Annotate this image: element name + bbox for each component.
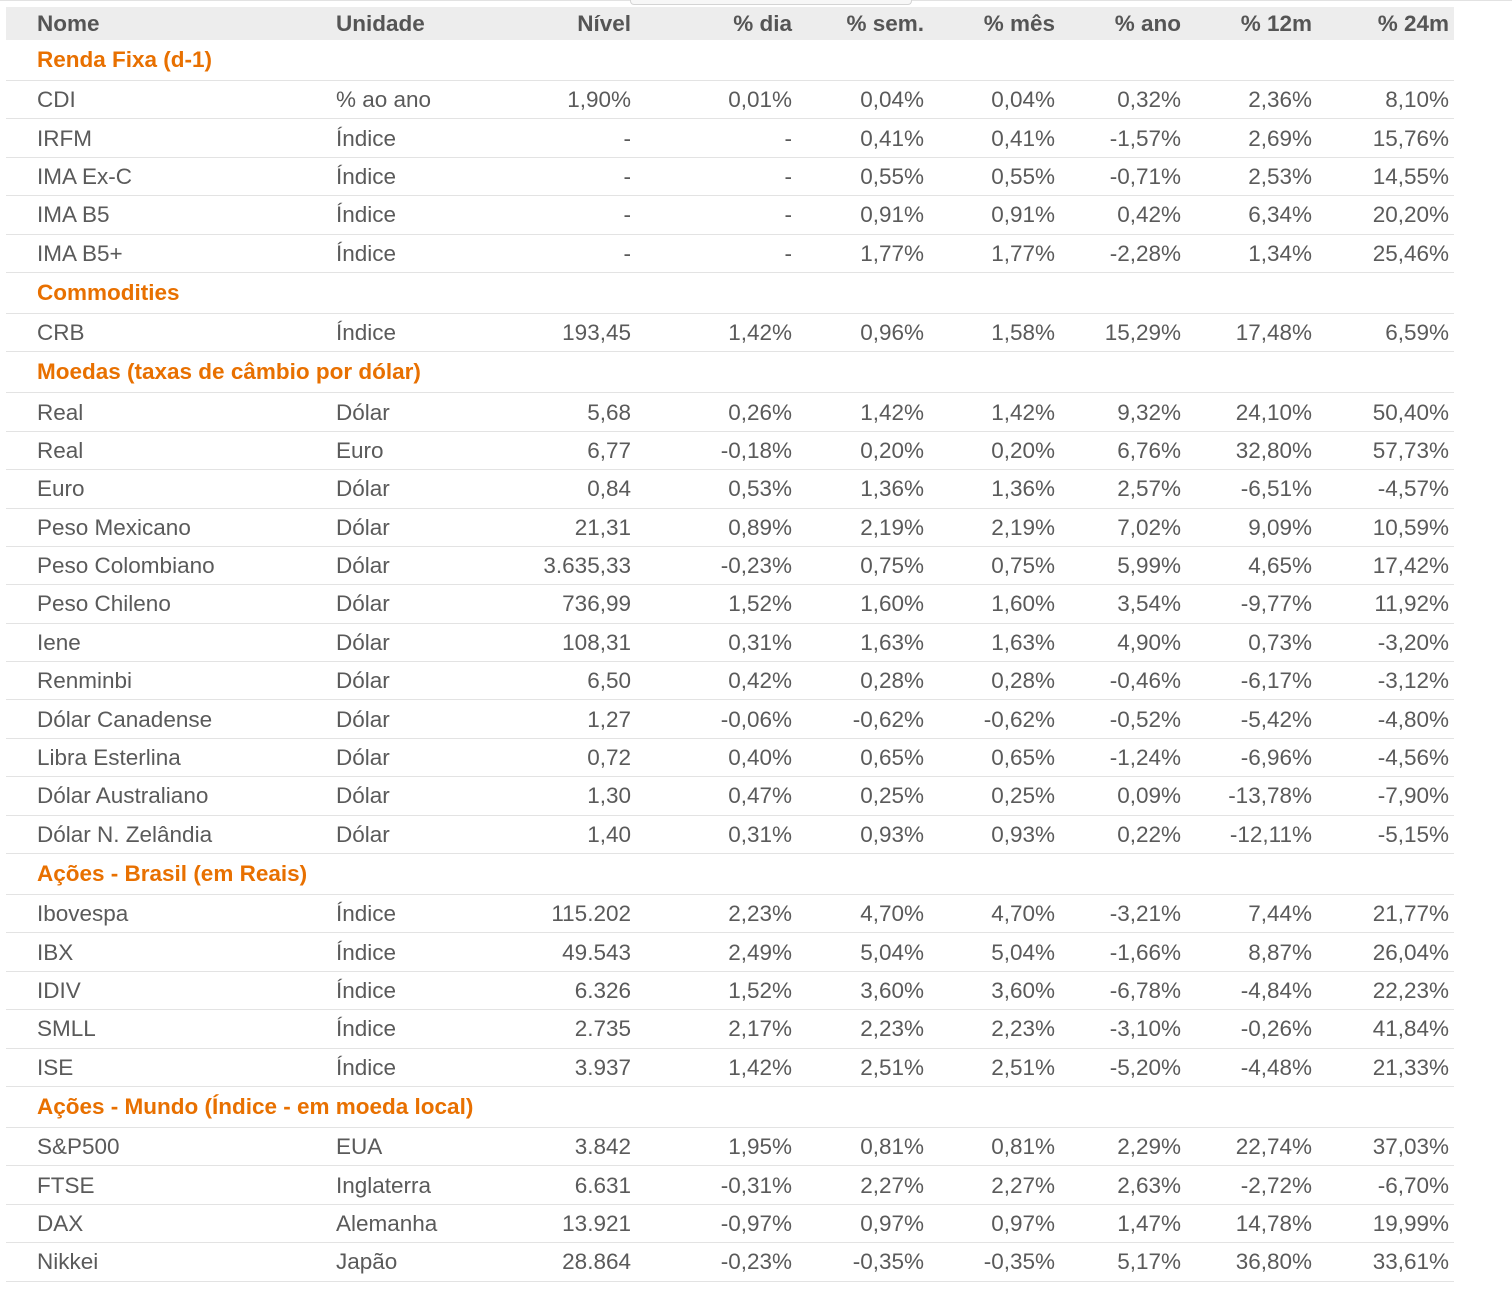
row-pct-24m: 21,33% <box>1319 1048 1454 1086</box>
row-pct-semana: 2,23% <box>799 1010 931 1048</box>
row-nivel: 6.631 <box>496 1166 639 1204</box>
row-pct-24m: 22,23% <box>1319 971 1454 1009</box>
table-row <box>6 546 1454 584</box>
row-unidade: Japão <box>306 1243 496 1281</box>
column-header-nome[interactable]: Nome <box>6 7 306 40</box>
row-nome: Nikkei <box>6 1243 306 1281</box>
row-pct-mes: 1,60% <box>931 585 1062 623</box>
row-pct-12m: 2,53% <box>1188 157 1319 195</box>
row-pct-ano: 1,47% <box>1062 1204 1188 1242</box>
row-pct-dia: 0,01% <box>639 81 799 119</box>
column-header-24m[interactable]: % 24m <box>1319 7 1454 40</box>
row-pct-24m: -4,56% <box>1319 738 1454 776</box>
row-nome: CRB <box>6 313 306 351</box>
row-unidade: Dólar <box>306 508 496 546</box>
row-pct-mes: 0,65% <box>931 738 1062 776</box>
row-pct-semana: 0,65% <box>799 738 931 776</box>
row-nivel: 13.921 <box>496 1204 639 1242</box>
table-row <box>6 431 1454 469</box>
row-unidade: Índice <box>306 234 496 272</box>
row-pct-dia: -0,31% <box>639 1166 799 1204</box>
row-pct-mes: 0,04% <box>931 81 1062 119</box>
column-header-dia[interactable]: % dia <box>639 7 799 40</box>
row-pct-semana: 1,77% <box>799 234 931 272</box>
row-pct-ano: 0,42% <box>1062 196 1188 234</box>
section-title: Renda Fixa (d-1) <box>6 40 1454 81</box>
row-pct-mes: -0,62% <box>931 700 1062 738</box>
column-header-ano[interactable]: % ano <box>1062 7 1188 40</box>
row-pct-ano: -3,21% <box>1062 895 1188 933</box>
row-pct-ano: -0,52% <box>1062 700 1188 738</box>
table-body <box>6 40 1454 1281</box>
row-nome: Real <box>6 431 306 469</box>
row-nome: S&P500 <box>6 1127 306 1165</box>
row-pct-ano: 4,90% <box>1062 623 1188 661</box>
row-unidade: Dólar <box>306 393 496 431</box>
row-pct-semana: 1,36% <box>799 470 931 508</box>
row-pct-ano: -0,46% <box>1062 662 1188 700</box>
tab-handle <box>630 0 912 5</box>
row-unidade: Dólar <box>306 700 496 738</box>
row-unidade: Índice <box>306 1010 496 1048</box>
row-pct-ano: -0,71% <box>1062 157 1188 195</box>
row-nivel: 28.864 <box>496 1243 639 1281</box>
row-nome: Dólar N. Zelândia <box>6 815 306 853</box>
row-pct-24m: 11,92% <box>1319 585 1454 623</box>
column-header-semana[interactable]: % sem. <box>799 7 931 40</box>
row-pct-dia: 0,26% <box>639 393 799 431</box>
row-pct-ano: 9,32% <box>1062 393 1188 431</box>
row-unidade: Índice <box>306 196 496 234</box>
row-pct-mes: 1,42% <box>931 393 1062 431</box>
row-unidade: Índice <box>306 971 496 1009</box>
table-row <box>6 623 1454 661</box>
row-pct-12m: -5,42% <box>1188 700 1319 738</box>
row-pct-dia: 0,42% <box>639 662 799 700</box>
row-pct-semana: 1,63% <box>799 623 931 661</box>
row-pct-dia: 2,49% <box>639 933 799 971</box>
row-pct-24m: 19,99% <box>1319 1204 1454 1242</box>
row-nivel: 1,27 <box>496 700 639 738</box>
row-pct-12m: -6,17% <box>1188 662 1319 700</box>
table-row <box>6 895 1454 933</box>
row-pct-semana: 0,28% <box>799 662 931 700</box>
row-pct-semana: 0,25% <box>799 777 931 815</box>
row-nivel: 3.842 <box>496 1127 639 1165</box>
row-pct-mes: 0,41% <box>931 119 1062 157</box>
row-nome: Peso Mexicano <box>6 508 306 546</box>
row-pct-dia: - <box>639 119 799 157</box>
row-pct-12m: -9,77% <box>1188 585 1319 623</box>
row-nome: Dólar Canadense <box>6 700 306 738</box>
row-pct-ano: 0,32% <box>1062 81 1188 119</box>
row-unidade: Euro <box>306 431 496 469</box>
row-nivel: 49.543 <box>496 933 639 971</box>
row-pct-24m: -6,70% <box>1319 1166 1454 1204</box>
row-nome: Dólar Australiano <box>6 777 306 815</box>
table-row <box>6 585 1454 623</box>
row-pct-ano: 0,22% <box>1062 815 1188 853</box>
row-unidade: Dólar <box>306 470 496 508</box>
row-pct-semana: 0,75% <box>799 546 931 584</box>
table-row <box>6 234 1454 272</box>
section-title: Moedas (taxas de câmbio por dólar) <box>6 352 1454 393</box>
row-pct-12m: 8,87% <box>1188 933 1319 971</box>
row-pct-24m: -3,20% <box>1319 623 1454 661</box>
table-row <box>6 81 1454 119</box>
row-pct-24m: 6,59% <box>1319 313 1454 351</box>
row-unidade: Índice <box>306 157 496 195</box>
row-unidade: Dólar <box>306 815 496 853</box>
row-nivel: 6.326 <box>496 971 639 1009</box>
row-pct-mes: 1,63% <box>931 623 1062 661</box>
row-unidade: EUA <box>306 1127 496 1165</box>
row-pct-24m: 20,20% <box>1319 196 1454 234</box>
row-pct-dia: 0,31% <box>639 815 799 853</box>
row-pct-semana: 0,04% <box>799 81 931 119</box>
row-nome: IRFM <box>6 119 306 157</box>
row-pct-24m: 25,46% <box>1319 234 1454 272</box>
row-pct-12m: 32,80% <box>1188 431 1319 469</box>
table-row <box>6 313 1454 351</box>
section-header-row <box>6 854 1454 895</box>
row-unidade: Índice <box>306 1048 496 1086</box>
row-nivel: 1,30 <box>496 777 639 815</box>
row-pct-ano: 15,29% <box>1062 313 1188 351</box>
table-row <box>6 700 1454 738</box>
row-pct-dia: 0,53% <box>639 470 799 508</box>
row-pct-semana: 0,91% <box>799 196 931 234</box>
row-pct-ano: 2,57% <box>1062 470 1188 508</box>
row-pct-ano: 3,54% <box>1062 585 1188 623</box>
row-nome: CDI <box>6 81 306 119</box>
row-pct-12m: 6,34% <box>1188 196 1319 234</box>
row-unidade: Dólar <box>306 662 496 700</box>
table-row <box>6 508 1454 546</box>
row-pct-ano: -3,10% <box>1062 1010 1188 1048</box>
row-pct-dia: -0,23% <box>639 1243 799 1281</box>
row-pct-12m: 2,69% <box>1188 119 1319 157</box>
table-row <box>6 393 1454 431</box>
row-nivel: - <box>496 157 639 195</box>
row-pct-24m: 14,55% <box>1319 157 1454 195</box>
row-pct-mes: 0,28% <box>931 662 1062 700</box>
row-nome: IDIV <box>6 971 306 1009</box>
row-pct-ano: 5,17% <box>1062 1243 1188 1281</box>
header-row <box>6 7 1454 40</box>
row-pct-semana: 2,19% <box>799 508 931 546</box>
row-pct-mes: 2,51% <box>931 1048 1062 1086</box>
row-pct-12m: -13,78% <box>1188 777 1319 815</box>
row-pct-dia: 0,47% <box>639 777 799 815</box>
row-pct-12m: -6,96% <box>1188 738 1319 776</box>
row-pct-dia: 1,95% <box>639 1127 799 1165</box>
row-nivel: 5,68 <box>496 393 639 431</box>
row-nome: IMA Ex-C <box>6 157 306 195</box>
row-nivel: 193,45 <box>496 313 639 351</box>
row-nome: Peso Chileno <box>6 585 306 623</box>
row-pct-ano: -1,24% <box>1062 738 1188 776</box>
row-nivel: 0,72 <box>496 738 639 776</box>
table-row <box>6 933 1454 971</box>
row-nome: IBX <box>6 933 306 971</box>
row-unidade: Dólar <box>306 738 496 776</box>
table-row <box>6 1166 1454 1204</box>
section-header-row <box>6 352 1454 393</box>
row-pct-mes: 0,97% <box>931 1204 1062 1242</box>
row-nivel: 115.202 <box>496 895 639 933</box>
row-nivel: 0,84 <box>496 470 639 508</box>
row-pct-12m: 9,09% <box>1188 508 1319 546</box>
row-pct-mes: -0,35% <box>931 1243 1062 1281</box>
row-nivel: 2.735 <box>496 1010 639 1048</box>
row-pct-ano: 5,99% <box>1062 546 1188 584</box>
row-pct-semana: 0,41% <box>799 119 931 157</box>
row-pct-ano: 7,02% <box>1062 508 1188 546</box>
row-nivel: 1,40 <box>496 815 639 853</box>
row-pct-24m: 17,42% <box>1319 546 1454 584</box>
table-row <box>6 157 1454 195</box>
row-pct-ano: -6,78% <box>1062 971 1188 1009</box>
row-unidade: Índice <box>306 933 496 971</box>
table-row <box>6 815 1454 853</box>
row-pct-ano: -2,28% <box>1062 234 1188 272</box>
row-unidade: Inglaterra <box>306 1166 496 1204</box>
row-pct-mes: 4,70% <box>931 895 1062 933</box>
row-pct-dia: - <box>639 196 799 234</box>
row-pct-12m: -4,48% <box>1188 1048 1319 1086</box>
table-row <box>6 777 1454 815</box>
row-pct-24m: 15,76% <box>1319 119 1454 157</box>
table-header <box>6 7 1454 40</box>
row-pct-24m: 10,59% <box>1319 508 1454 546</box>
row-unidade: Dólar <box>306 623 496 661</box>
row-pct-semana: 1,60% <box>799 585 931 623</box>
table-row <box>6 119 1454 157</box>
row-pct-24m: 41,84% <box>1319 1010 1454 1048</box>
row-pct-12m: 1,34% <box>1188 234 1319 272</box>
row-nome: SMLL <box>6 1010 306 1048</box>
row-unidade: Alemanha <box>306 1204 496 1242</box>
row-pct-24m: 57,73% <box>1319 431 1454 469</box>
row-pct-12m: 36,80% <box>1188 1243 1319 1281</box>
row-pct-mes: 2,19% <box>931 508 1062 546</box>
row-pct-12m: 4,65% <box>1188 546 1319 584</box>
table-row <box>6 1010 1454 1048</box>
row-nivel: 3.937 <box>496 1048 639 1086</box>
row-unidade: Dólar <box>306 546 496 584</box>
row-pct-24m: 33,61% <box>1319 1243 1454 1281</box>
row-nivel: - <box>496 196 639 234</box>
row-nome: IMA B5 <box>6 196 306 234</box>
row-pct-12m: 22,74% <box>1188 1127 1319 1165</box>
table-row <box>6 1204 1454 1242</box>
table-row <box>6 196 1454 234</box>
row-pct-dia: -0,18% <box>639 431 799 469</box>
section-title: Ações - Mundo (Índice - em moeda local) <box>6 1086 1454 1127</box>
row-nome: Peso Colombiano <box>6 546 306 584</box>
row-pct-semana: 2,51% <box>799 1048 931 1086</box>
row-pct-24m: -5,15% <box>1319 815 1454 853</box>
row-pct-dia: - <box>639 234 799 272</box>
row-nome: Iene <box>6 623 306 661</box>
row-pct-dia: -0,06% <box>639 700 799 738</box>
row-pct-semana: 5,04% <box>799 933 931 971</box>
row-pct-mes: 1,58% <box>931 313 1062 351</box>
row-nivel: 21,31 <box>496 508 639 546</box>
row-nivel: 1,90% <box>496 81 639 119</box>
row-pct-semana: 2,27% <box>799 1166 931 1204</box>
column-header-mes[interactable]: % mês <box>931 7 1062 40</box>
row-pct-dia: -0,23% <box>639 546 799 584</box>
table-row <box>6 662 1454 700</box>
row-pct-dia: - <box>639 157 799 195</box>
row-nome: DAX <box>6 1204 306 1242</box>
row-pct-24m: 8,10% <box>1319 81 1454 119</box>
row-pct-mes: 0,55% <box>931 157 1062 195</box>
row-pct-12m: 14,78% <box>1188 1204 1319 1242</box>
table-row <box>6 738 1454 776</box>
row-pct-12m: 24,10% <box>1188 393 1319 431</box>
row-pct-24m: -7,90% <box>1319 777 1454 815</box>
row-pct-12m: -2,72% <box>1188 1166 1319 1204</box>
row-pct-dia: 0,89% <box>639 508 799 546</box>
row-pct-12m: -4,84% <box>1188 971 1319 1009</box>
row-nome: IMA B5+ <box>6 234 306 272</box>
row-nivel: - <box>496 234 639 272</box>
row-pct-semana: 0,81% <box>799 1127 931 1165</box>
table-row <box>6 1243 1454 1281</box>
row-pct-dia: 1,52% <box>639 971 799 1009</box>
row-pct-12m: 2,36% <box>1188 81 1319 119</box>
column-header-12m[interactable]: % 12m <box>1188 7 1319 40</box>
row-pct-dia: 0,31% <box>639 623 799 661</box>
row-pct-24m: 26,04% <box>1319 933 1454 971</box>
row-pct-24m: -4,80% <box>1319 700 1454 738</box>
row-pct-24m: 50,40% <box>1319 393 1454 431</box>
row-nivel: 6,50 <box>496 662 639 700</box>
row-pct-12m: -12,11% <box>1188 815 1319 853</box>
row-pct-ano: 2,63% <box>1062 1166 1188 1204</box>
row-pct-semana: 0,96% <box>799 313 931 351</box>
row-pct-dia: 2,23% <box>639 895 799 933</box>
row-pct-12m: 7,44% <box>1188 895 1319 933</box>
row-pct-dia: 1,52% <box>639 585 799 623</box>
row-nivel: 3.635,33 <box>496 546 639 584</box>
row-pct-ano: 6,76% <box>1062 431 1188 469</box>
row-pct-dia: 1,42% <box>639 1048 799 1086</box>
row-nome: ISE <box>6 1048 306 1086</box>
row-pct-dia: 2,17% <box>639 1010 799 1048</box>
column-header-nivel[interactable]: Nível <box>496 7 639 40</box>
row-pct-24m: -3,12% <box>1319 662 1454 700</box>
row-pct-dia: 1,42% <box>639 313 799 351</box>
row-pct-semana: 0,55% <box>799 157 931 195</box>
row-pct-semana: 4,70% <box>799 895 931 933</box>
row-pct-mes: 1,36% <box>931 470 1062 508</box>
row-pct-semana: -0,35% <box>799 1243 931 1281</box>
row-nivel: 736,99 <box>496 585 639 623</box>
row-nome: Euro <box>6 470 306 508</box>
section-title: Ações - Brasil (em Reais) <box>6 854 1454 895</box>
row-unidade: % ao ano <box>306 81 496 119</box>
row-pct-semana: 0,97% <box>799 1204 931 1242</box>
row-pct-semana: 0,93% <box>799 815 931 853</box>
row-nivel: - <box>496 119 639 157</box>
row-pct-ano: 0,09% <box>1062 777 1188 815</box>
row-pct-12m: 17,48% <box>1188 313 1319 351</box>
row-nome: Real <box>6 393 306 431</box>
row-pct-ano: 2,29% <box>1062 1127 1188 1165</box>
row-nome: FTSE <box>6 1166 306 1204</box>
row-nivel: 6,77 <box>496 431 639 469</box>
section-title: Commodities <box>6 272 1454 313</box>
row-pct-mes: 0,93% <box>931 815 1062 853</box>
column-header-unidade[interactable]: Unidade <box>306 7 496 40</box>
row-pct-mes: 0,91% <box>931 196 1062 234</box>
row-pct-semana: 1,42% <box>799 393 931 431</box>
row-pct-12m: -0,26% <box>1188 1010 1319 1048</box>
row-unidade: Dólar <box>306 777 496 815</box>
row-nome: Ibovespa <box>6 895 306 933</box>
row-pct-dia: 0,40% <box>639 738 799 776</box>
section-header-row <box>6 40 1454 81</box>
row-pct-mes: 1,77% <box>931 234 1062 272</box>
row-pct-ano: -1,57% <box>1062 119 1188 157</box>
section-header-row <box>6 1086 1454 1127</box>
table-row <box>6 1127 1454 1165</box>
row-pct-dia: -0,97% <box>639 1204 799 1242</box>
row-unidade: Índice <box>306 895 496 933</box>
row-pct-mes: 3,60% <box>931 971 1062 1009</box>
row-pct-mes: 5,04% <box>931 933 1062 971</box>
row-unidade: Índice <box>306 313 496 351</box>
row-unidade: Índice <box>306 119 496 157</box>
table-row <box>6 1048 1454 1086</box>
row-unidade: Dólar <box>306 585 496 623</box>
row-pct-mes: 2,27% <box>931 1166 1062 1204</box>
market-indicators-table <box>6 7 1454 1282</box>
row-pct-24m: 21,77% <box>1319 895 1454 933</box>
row-pct-mes: 0,81% <box>931 1127 1062 1165</box>
row-pct-mes: 0,20% <box>931 431 1062 469</box>
row-nivel: 108,31 <box>496 623 639 661</box>
row-pct-ano: -5,20% <box>1062 1048 1188 1086</box>
row-pct-24m: -4,57% <box>1319 470 1454 508</box>
row-pct-ano: -1,66% <box>1062 933 1188 971</box>
row-pct-24m: 37,03% <box>1319 1127 1454 1165</box>
table-row <box>6 971 1454 1009</box>
row-nome: Libra Esterlina <box>6 738 306 776</box>
row-pct-mes: 0,25% <box>931 777 1062 815</box>
row-pct-semana: 0,20% <box>799 431 931 469</box>
row-pct-12m: -6,51% <box>1188 470 1319 508</box>
table-row <box>6 470 1454 508</box>
row-pct-mes: 2,23% <box>931 1010 1062 1048</box>
row-pct-mes: 0,75% <box>931 546 1062 584</box>
row-nome: Renminbi <box>6 662 306 700</box>
row-pct-semana: -0,62% <box>799 700 931 738</box>
row-pct-semana: 3,60% <box>799 971 931 1009</box>
row-pct-12m: 0,73% <box>1188 623 1319 661</box>
section-header-row <box>6 272 1454 313</box>
